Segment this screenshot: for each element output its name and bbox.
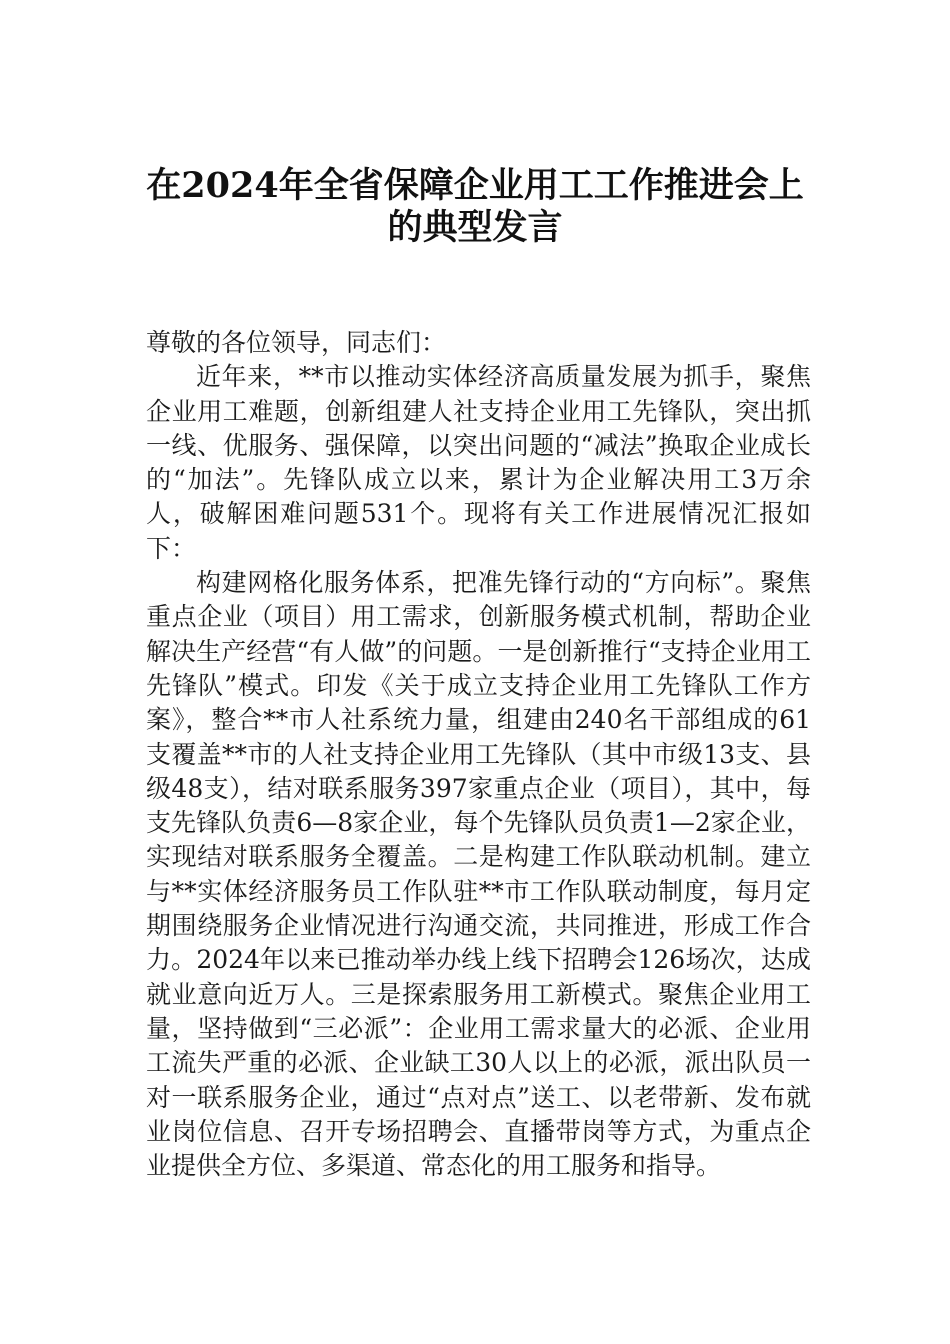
paragraph-intro: 近年来，**市以推动实体经济高质量发展为抓手，聚焦企业用工难题，创新组建人社支持企业用工先锋队，突出抓一线、优服务、强保障，以突出问题的“减法”换取企业成长的“加法”。先锋队成立以来，累计为企业解决用工3万余人，破解困难问题531个。现将有关工作进展情况汇报如下： (146, 362, 811, 563)
document-title-line-2: 的典型发言 (387, 207, 563, 248)
salutation: 尊敬的各位领导，同志们： (146, 328, 447, 357)
document-body (146, 326, 811, 1183)
paragraph-service-system: 构建网格化服务体系，把准先锋行动的“方向标”。聚焦重点企业（项目）用工需求，创新服务模式机制，帮助企业解决生产经营“有人做”的问题。一是创新推行“支持企业用工先锋队”模式。印发《关于成立支持企业用工先锋队工作方案》，整合**市人社系统力量，组建由240名干部组成的61支覆盖**市的人社支持企业用工先锋队（其中市级13支、县级48支），结对联系服务397家重点企业（项目），其中，每支先锋队负责6—8家企业，每个先锋队员负责1—2家企业，实现结对联系服务全覆盖。二是构建工作队联动机制。建立与**实体经济服务员工作队驻**市工作队联动制度，每月定期围绕服务企业情况进行沟通交流，共同推进，形成工作合力。2024年以来已推动举办线上线下招聘会126场次，达成就业意向近万人。三是探索服务用工新模式。聚焦企业用工量，坚持做到“三必派”：企业用工需求量大的必派、企业用工流失严重的必派、企业缺工30人以上的必派，派出队员一对一联系服务企业，通过“点对点”送工、以老带新、发布就业岗位信息、召开专场招聘会、直播带岗等方式，为重点企业提供全方位、多渠道、常态化的用工服务和指导。 (146, 568, 811, 1181)
document-title-line-1: 在2024年全省保障企业用工工作推进会上 (146, 165, 804, 206)
